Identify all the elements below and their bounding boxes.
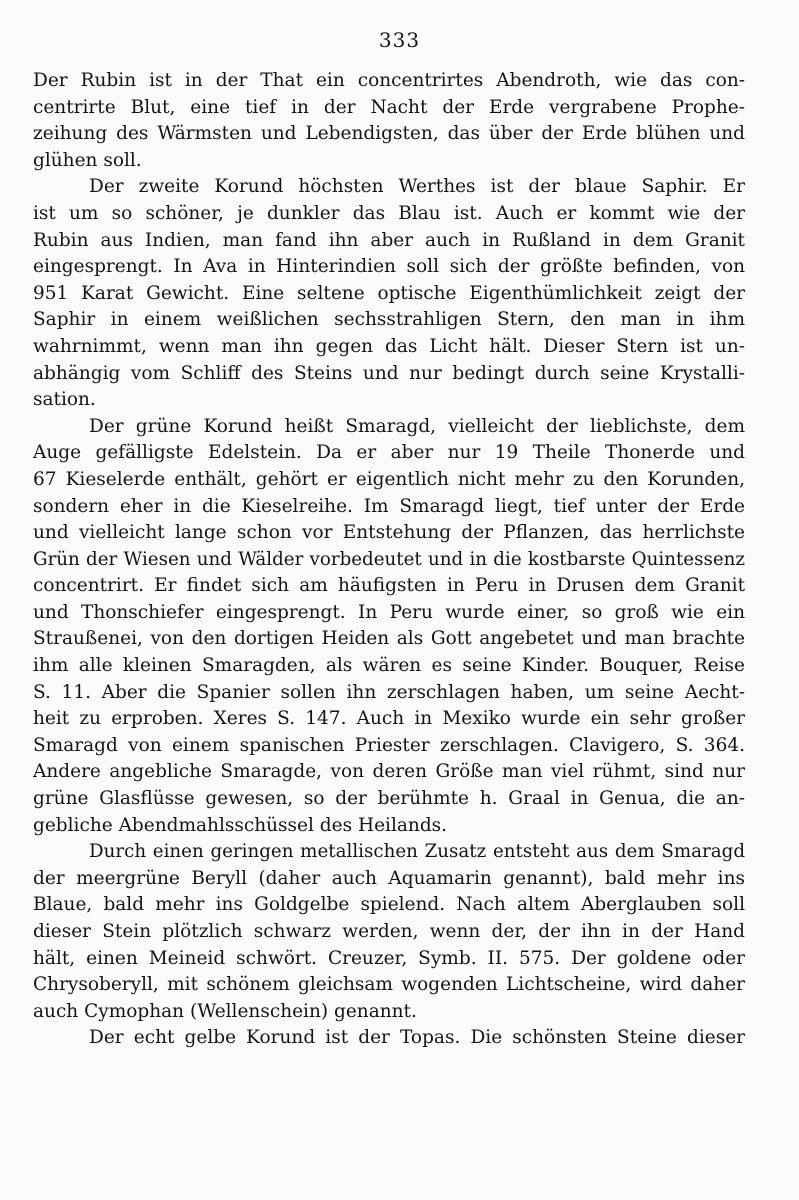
text-line: abhängig vom Schliff des Steins und nur bedingt durch seine Krystalli-	[33, 362, 745, 384]
text-line: der meergrüne Beryll (daher auch Aquamarin genannt), bald mehr ins	[33, 867, 745, 889]
text-line: Der grüne Korund heißt Smaragd, vielleicht der lieblichste, dem	[89, 415, 745, 437]
text-line: Blaue, bald mehr ins Goldgelbe spielend. Nach altem Aberglauben soll	[33, 894, 745, 916]
text-line: Straußenei, von den dortigen Heiden als Gott angebetet und man brachte	[33, 628, 745, 650]
text-line: heit zu erproben. Xeres S. 147. Auch in Mexiko wurde ein sehr großer	[33, 708, 745, 730]
text-line: S. 11. Aber die Spanier sollen ihn zerschlagen haben, um seine Aecht-	[33, 681, 745, 703]
text-line: Grün der Wiesen und Wälder vorbedeutet und in die kostbarste Quintessenz	[33, 548, 745, 570]
text-line: glühen soll.	[33, 149, 142, 171]
text-line: wahrnimmt, wenn man ihn gegen das Licht hält. Dieser Stern ist un-	[33, 335, 745, 357]
text-line: dieser Stein plötzlich schwarz werden, wenn der, der ihn in der Hand	[33, 921, 745, 942]
text-line: hält, einen Meineid schwört. Creuzer, Symb. II. 575. Der goldene oder	[33, 947, 745, 969]
text-line: centrirte Blut, eine tief in der Nacht der Erde vergrabene Prophe-	[33, 96, 745, 118]
text-line: auch Cymophan (Wellenschein) genannt.	[33, 1000, 417, 1022]
text-line: Der echt gelbe Korund ist der Topas. Die schönsten Steine dieser	[89, 1027, 745, 1049]
text-line: eingesprengt. In Ava in Hinterindien soll sich der größte befinden, von	[33, 256, 745, 278]
text-line: zeihung des Wärmsten und Lebendigsten, das über der Erde blühen und	[33, 123, 745, 145]
text-line: und vielleicht lange schon vor Entstehung der Pflanzen, das herrlichste	[33, 522, 745, 544]
text-line: ist um so schöner, je dunkler das Blau ist. Auch er kommt wie der	[33, 202, 745, 224]
text-line: sondern eher in die Kieselreihe. Im Smaragd liegt, tief unter der Erde	[33, 495, 745, 517]
page-number: 333	[378, 28, 421, 52]
text-line: Durch einen geringen metallischen Zusatz entsteht aus dem Smaragd	[89, 841, 745, 863]
text-line: 67 Kieselerde enthält, gehört er eigentlich nicht mehr zu den Korunden,	[33, 468, 745, 490]
text-line: sation.	[33, 389, 96, 411]
text-line: Saphir in einem weißlichen sechsstrahligen Stern, den man in ihm	[33, 309, 745, 331]
text-line: ihm alle kleinen Smaragden, als wären es seine Kinder. Bouquer, Reise	[33, 655, 745, 677]
text-line: Smaragd von einem spanischen Priester zerschlagen. Clavigero, S. 364.	[33, 734, 745, 756]
text-line: grüne Glasflüsse gewesen, so der berühmte h. Graal in Genua, die an-	[33, 788, 745, 810]
text-line: gebliche Abendmahlsschüssel des Heilands.	[33, 814, 448, 836]
text-line: Der zweite Korund höchsten Werthes ist der blaue Saphir. Er	[89, 176, 745, 198]
text-line: Rubin aus Indien, man fand ihn aber auch in Rußland in dem Granit	[33, 229, 745, 251]
text-line: Auge gefälligste Edelstein. Da er aber nur 19 Theile Thonerde und	[33, 442, 745, 464]
body-text	[33, 68, 745, 1052]
text-line: concentrirt. Er findet sich am häufigsten in Peru in Drusen dem Granit	[33, 575, 745, 597]
text-line: Andere angebliche Smaragde, von deren Größe man viel rühmt, sind nur	[33, 761, 745, 783]
text-line: 951 Karat Gewicht. Eine seltene optische Eigenthümlichkeit zeigt der	[33, 282, 745, 304]
text-line: Der Rubin ist in der That ein concentrirtes Abendroth, wie das con-	[33, 70, 745, 91]
text-line: und Thonschiefer eingesprengt. In Peru wurde einer, so groß wie ein	[33, 601, 745, 623]
text-line: Chrysoberyll, mit schönem gleichsam wogenden Lichtscheine, wird daher	[33, 974, 745, 996]
